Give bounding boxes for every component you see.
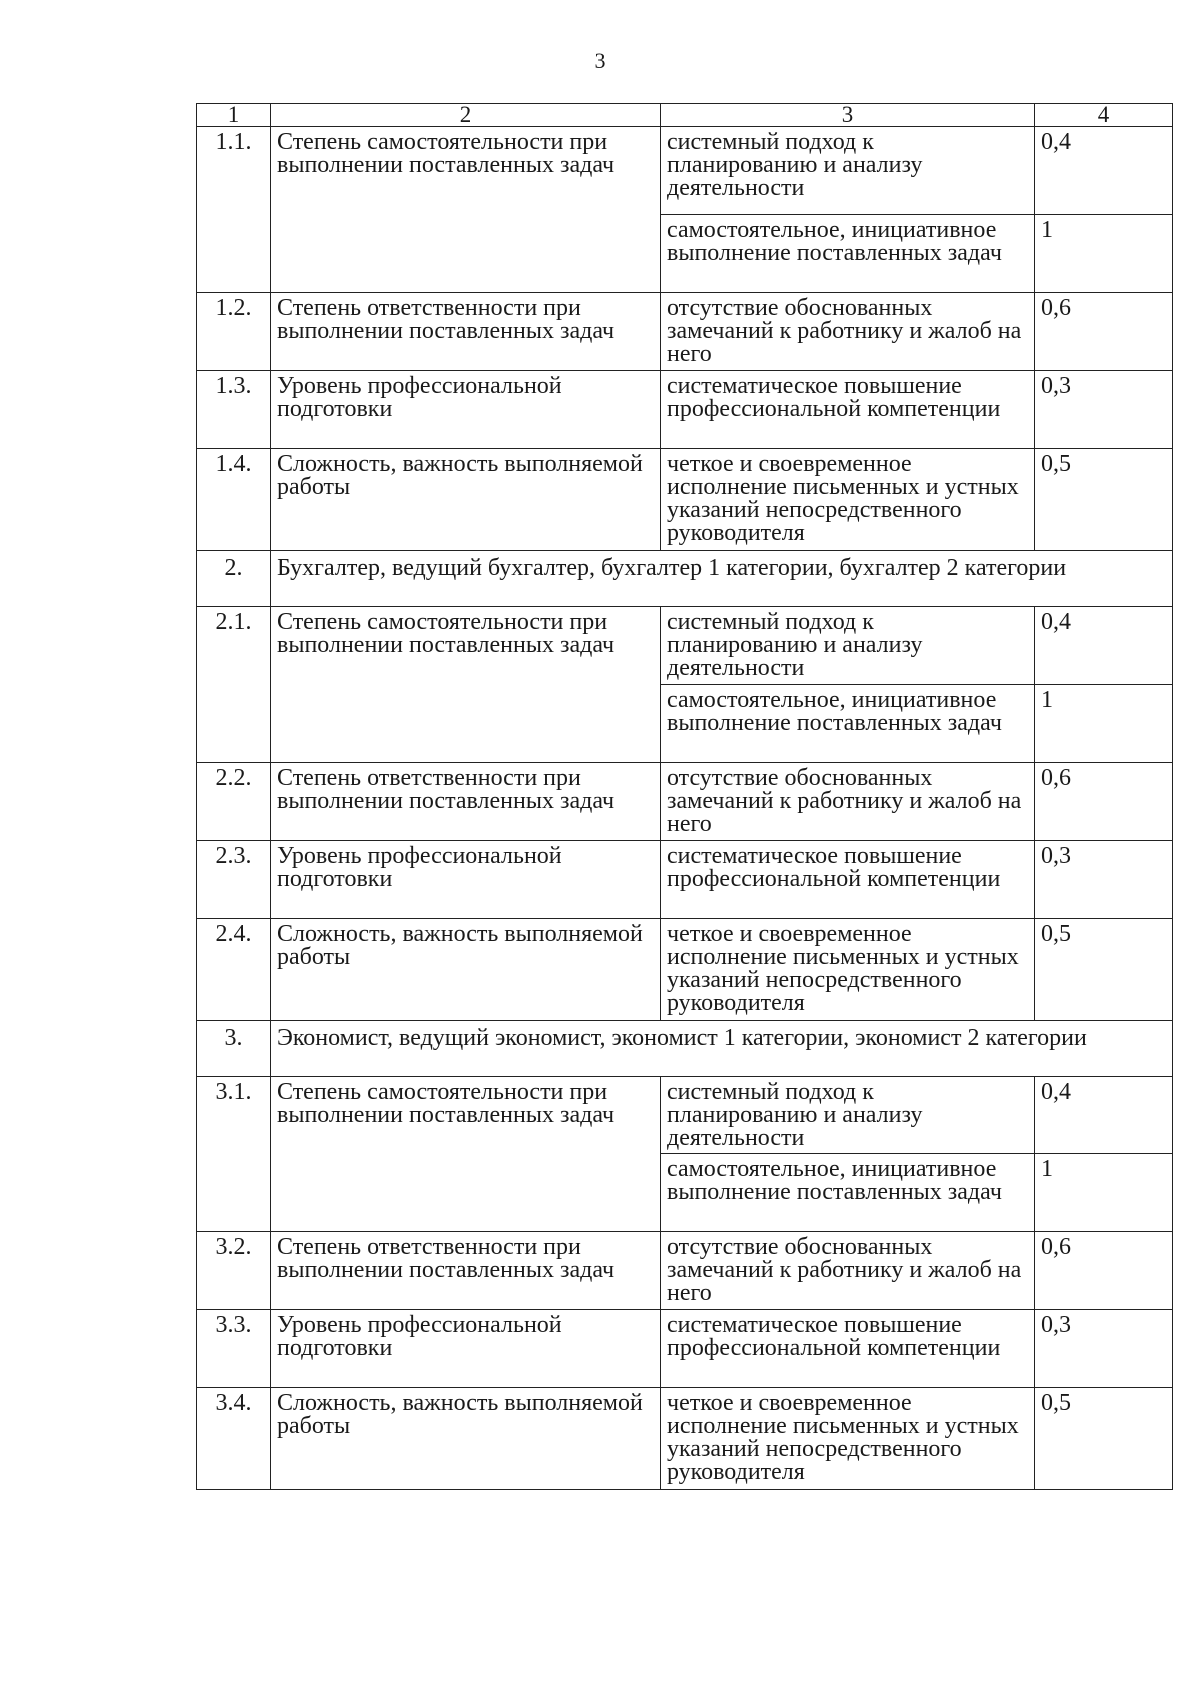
- criterion-cell: Сложность, важность выполняемой работы: [271, 1388, 661, 1490]
- table-row: [197, 1310, 1173, 1388]
- value-cell: 0,4: [1035, 607, 1173, 685]
- value-cell: 0,3: [1035, 1310, 1173, 1388]
- indicator-cell: самостоятельное, инициативное выполнение поставленных задач: [661, 685, 1035, 763]
- criterion-cell: Сложность, важность выполняемой работы: [271, 919, 661, 1021]
- row-number: 2.4.: [197, 919, 271, 1021]
- value-cell: 0,5: [1035, 1388, 1173, 1490]
- column-number: 3: [661, 104, 1035, 127]
- indicator-cell: систематическое повышение профессиональной компетенции: [661, 1310, 1035, 1388]
- table-row: [197, 607, 1173, 685]
- value-cell: 1: [1035, 685, 1173, 763]
- indicator-cell: систематическое повышение профессиональной компетенции: [661, 371, 1035, 449]
- indicator-cell: самостоятельное, инициативное выполнение поставленных задач: [661, 215, 1035, 293]
- column-number: 1: [197, 104, 271, 127]
- table-row: [197, 841, 1173, 919]
- table-row: [197, 1388, 1173, 1490]
- indicator-cell: систематическое повышение профессиональной компетенции: [661, 841, 1035, 919]
- criterion-cell: Уровень профессиональной подготовки: [271, 841, 661, 919]
- indicator-cell: четкое и своевременное исполнение письменных и устных указаний непосредственного руководителя: [661, 449, 1035, 551]
- value-cell: 0,4: [1035, 127, 1173, 215]
- row-number: 3.1.: [197, 1077, 271, 1232]
- row-number: 3.4.: [197, 1388, 271, 1490]
- value-cell: 0,3: [1035, 371, 1173, 449]
- indicator-cell: системный подход к планированию и анализу деятельности: [661, 127, 1035, 215]
- table-row: [197, 127, 1173, 215]
- group-title: Экономист, ведущий экономист, экономист 1 категории, экономист 2 категории: [271, 1021, 1173, 1077]
- criterion-cell: Степень самостоятельности при выполнении поставленных задач: [271, 1077, 661, 1232]
- row-number: 2.2.: [197, 763, 271, 841]
- column-number-row: [197, 104, 1173, 127]
- criterion-cell: Степень ответственности при выполнении поставленных задач: [271, 763, 661, 841]
- value-cell: 0,5: [1035, 449, 1173, 551]
- criterion-cell: Сложность, важность выполняемой работы: [271, 449, 661, 551]
- row-number: 3.2.: [197, 1232, 271, 1310]
- page-number: 3: [594, 48, 606, 73]
- indicator-cell: четкое и своевременное исполнение письменных и устных указаний непосредственного руководителя: [661, 919, 1035, 1021]
- criterion-cell: Уровень профессиональной подготовки: [271, 1310, 661, 1388]
- group-header-row: [197, 1021, 1173, 1077]
- table-row: [197, 371, 1173, 449]
- column-number: 4: [1035, 104, 1173, 127]
- indicator-cell: системный подход к планированию и анализу деятельности: [661, 1077, 1035, 1154]
- row-number: 1.3.: [197, 371, 271, 449]
- value-cell: 1: [1035, 215, 1173, 293]
- value-cell: 0,6: [1035, 763, 1173, 841]
- criterion-cell: Степень ответственности при выполнении поставленных задач: [271, 1232, 661, 1310]
- indicator-cell: отсутствие обоснованных замечаний к работнику и жалоб на него: [661, 763, 1035, 841]
- table-row: [197, 449, 1173, 551]
- value-cell: 0,4: [1035, 1077, 1173, 1154]
- group-header-row: [197, 551, 1173, 607]
- value-cell: 0,5: [1035, 919, 1173, 1021]
- criterion-cell: Уровень профессиональной подготовки: [271, 371, 661, 449]
- value-cell: 1: [1035, 1154, 1173, 1232]
- table-row: [197, 763, 1173, 841]
- row-number: 1.1.: [197, 127, 271, 293]
- table-row: [197, 293, 1173, 371]
- value-cell: 0,3: [1035, 841, 1173, 919]
- row-number: 1.4.: [197, 449, 271, 551]
- row-number: 1.2.: [197, 293, 271, 371]
- column-number: 2: [271, 104, 661, 127]
- group-number: 3.: [197, 1021, 271, 1077]
- table-row: [197, 1077, 1173, 1154]
- indicator-cell: самостоятельное, инициативное выполнение поставленных задач: [661, 1154, 1035, 1232]
- criterion-cell: Степень самостоятельности при выполнении поставленных задач: [271, 127, 661, 293]
- row-number: 2.3.: [197, 841, 271, 919]
- row-number: 3.3.: [197, 1310, 271, 1388]
- criterion-cell: Степень самостоятельности при выполнении поставленных задач: [271, 607, 661, 763]
- row-number: 2.1.: [197, 607, 271, 763]
- value-cell: 0,6: [1035, 1232, 1173, 1310]
- group-number: 2.: [197, 551, 271, 607]
- table-row: [197, 1232, 1173, 1310]
- indicator-cell: четкое и своевременное исполнение письменных и устных указаний непосредственного руководителя: [661, 1388, 1035, 1490]
- criterion-cell: Степень ответственности при выполнении поставленных задач: [271, 293, 661, 371]
- indicator-cell: отсутствие обоснованных замечаний к работнику и жалоб на него: [661, 1232, 1035, 1310]
- group-title: Бухгалтер, ведущий бухгалтер, бухгалтер 1 категории, бухгалтер 2 категории: [271, 551, 1173, 607]
- indicator-cell: отсутствие обоснованных замечаний к работнику и жалоб на него: [661, 293, 1035, 371]
- value-cell: 0,6: [1035, 293, 1173, 371]
- table-row: [197, 919, 1173, 1021]
- indicator-cell: системный подход к планированию и анализу деятельности: [661, 607, 1035, 685]
- criteria-table: [196, 103, 1173, 1490]
